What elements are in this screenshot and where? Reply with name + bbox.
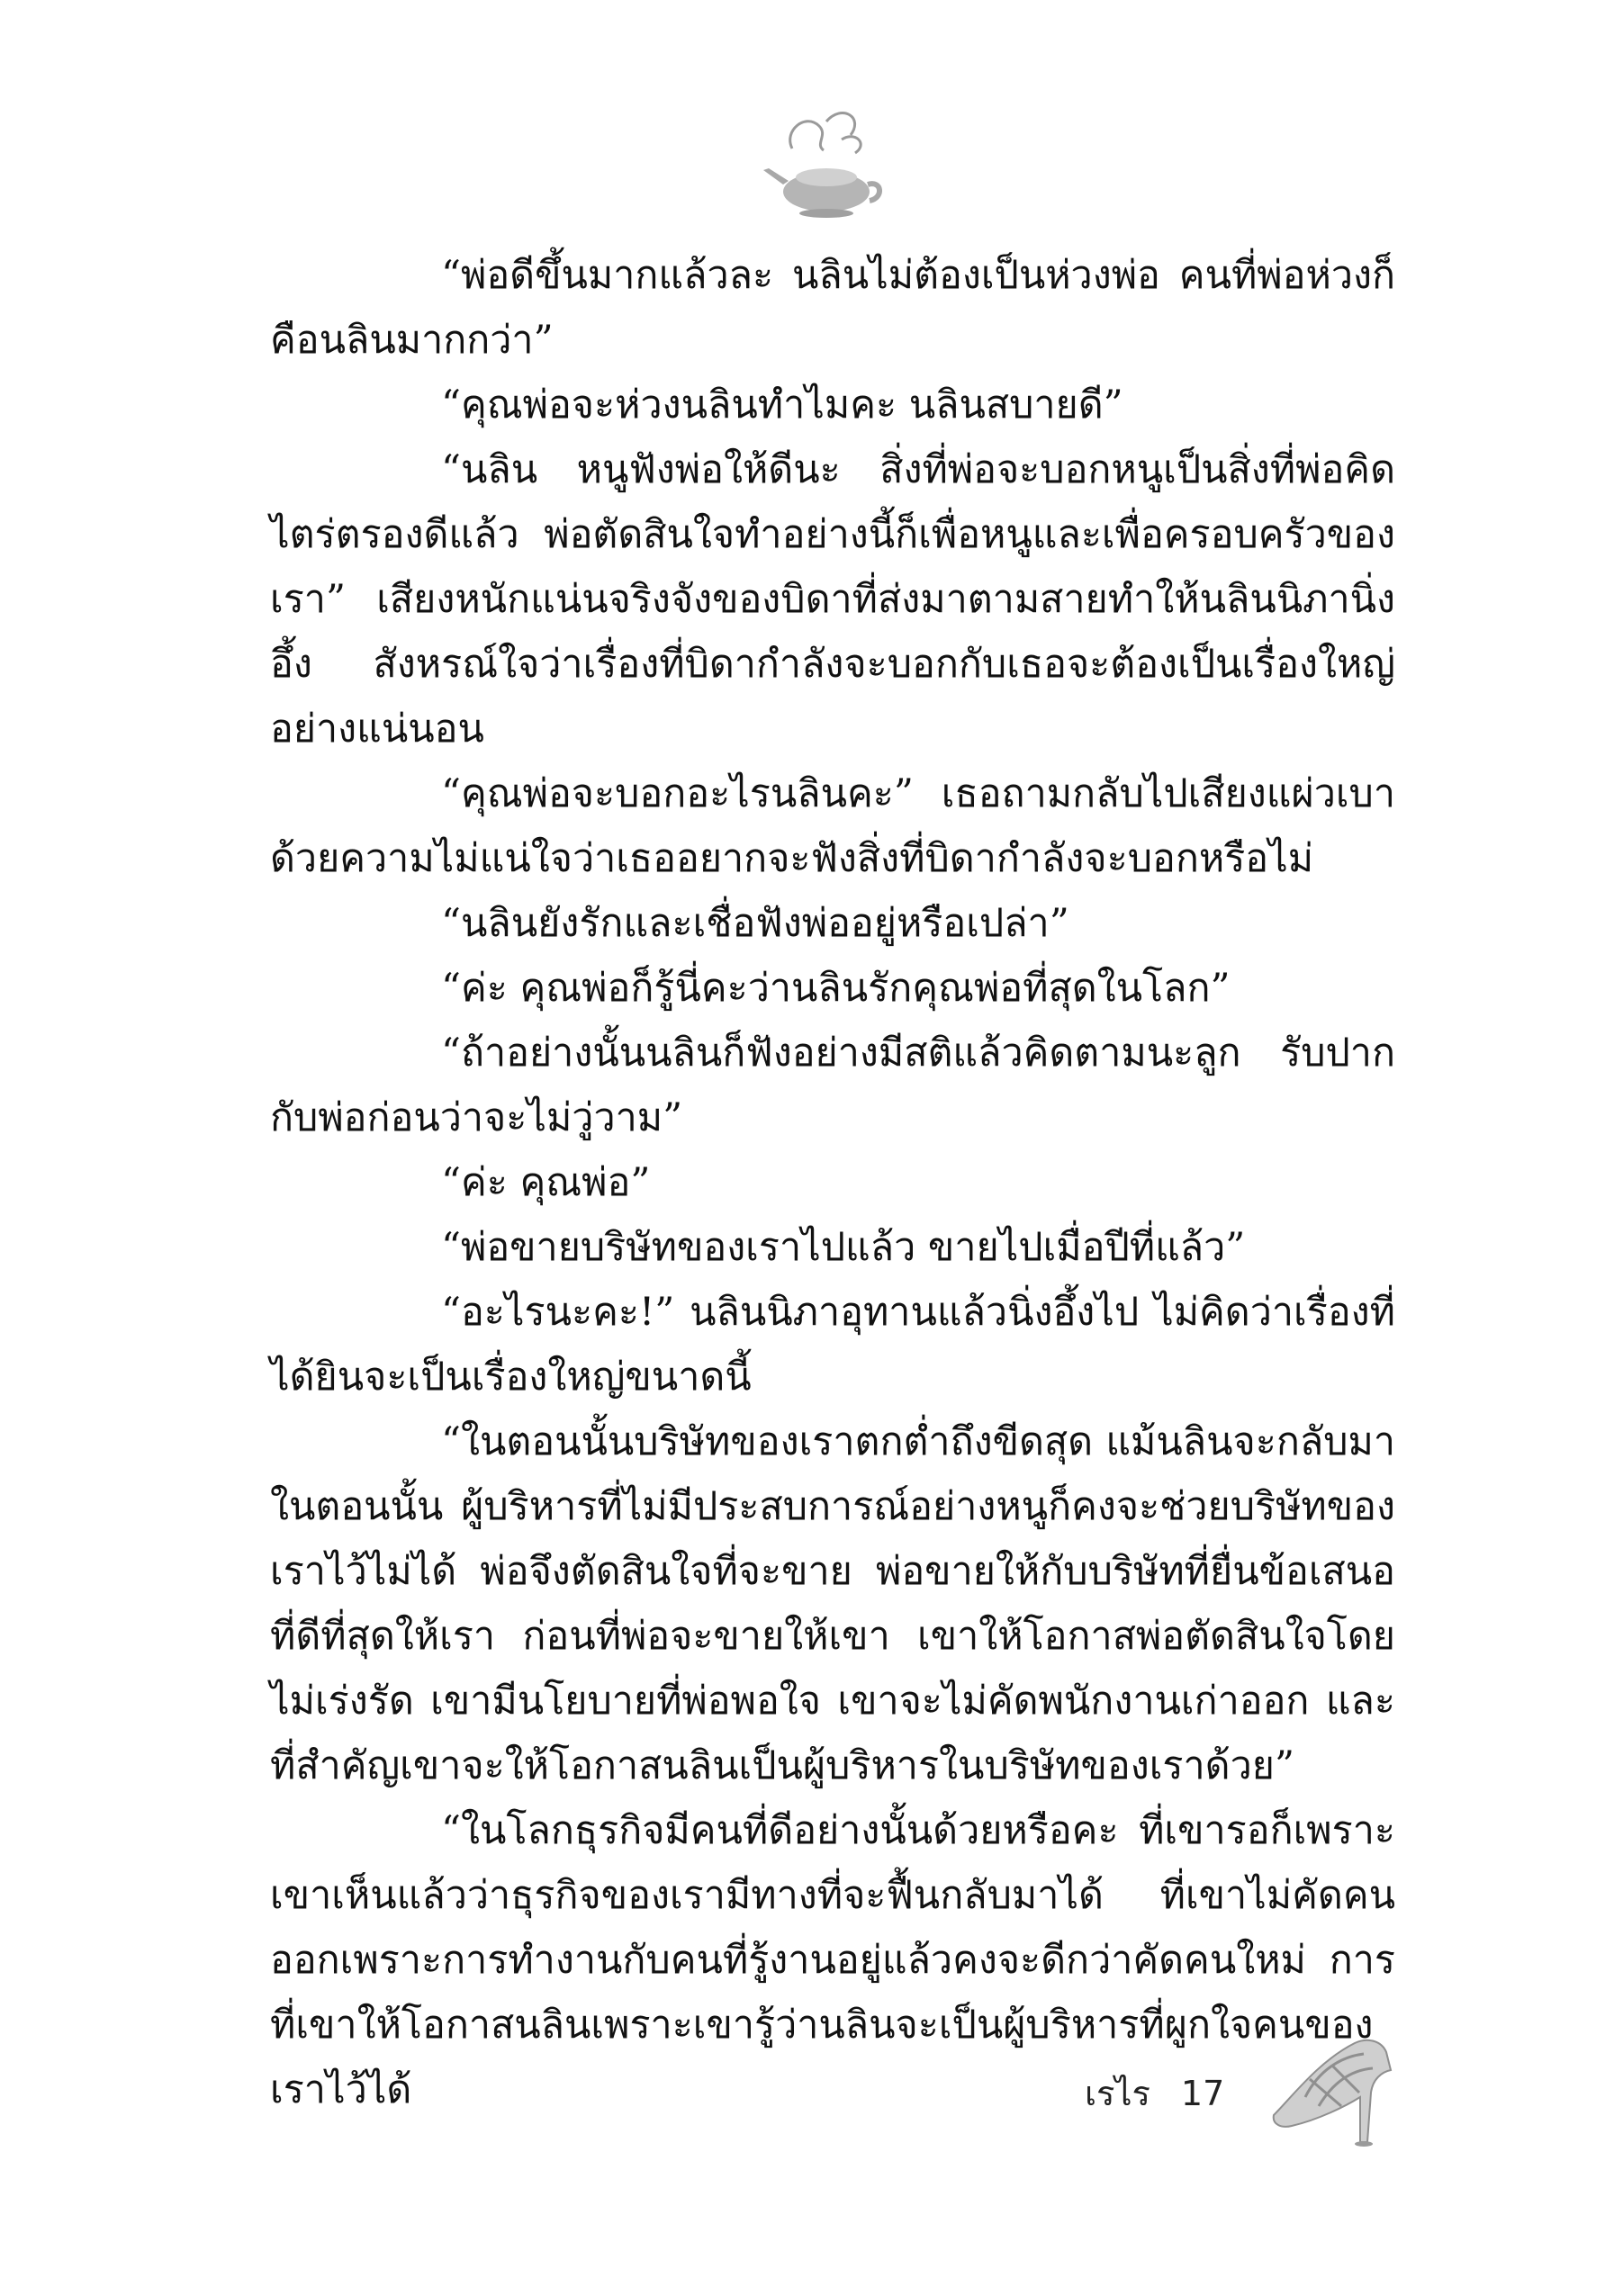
paragraph: “ในตอนนั้นบริษัทของเราตกต่ำถึงขีดสุด แม้นลินจะกลับมาในตอนนั้น ผู้บริหารที่ไม่มีประสบการณ์อย่างหนูก็คงจะช่วยบริษัทของเราไว้ไม่ได้ พ่อจึงตัดสินใจที่จะขาย พ่อขายให้กับบริษัทที่ยื่นข้อเสนอที่ดีที่สุดให้เรา ก่อนที่พ่อจะขายให้เขา เขาให้โอกาสพ่อตัดสินใจโดยไม่เร่งรัด เขามีนโยบายที่พ่อพอใจ เขาจะไม่คัดพนักงานเก่าออก และที่สำคัญเขาจะให้โอกาสนลินเป็นผู้บริหารในบริษัทของเราด้วย” xyxy=(270,1419,1395,1788)
paragraph: “พ่อขายบริษัทของเราไปแล้ว ขายไปเมื่อปีที่แล้ว” xyxy=(441,1225,1246,1270)
paragraph: “คุณพ่อจะบอกอะไรนลินคะ” เธอถามกลับไปเสียงแผ่วเบาด้วยความไม่แน่ใจว่าเธออยากจะฟังสิ่งที่บิดากำลังจะบอกหรือไม่ xyxy=(270,771,1395,881)
book-title: เรไร xyxy=(1085,2074,1150,2113)
high-heel-shoe-icon xyxy=(1256,2007,1409,2160)
page-number: 17 xyxy=(1180,2074,1225,2113)
body-text xyxy=(270,243,1395,2122)
paragraph: “นลินยังรักและเชื่อฟังพ่ออยู่หรือเปล่า” xyxy=(441,901,1069,946)
page-footer xyxy=(1085,2066,1224,2120)
paragraph: “คุณพ่อจะห่วงนลินทำไมคะ นลินสบายดี” xyxy=(441,383,1123,428)
paragraph: “ค่ะ คุณพ่อ” xyxy=(441,1160,651,1205)
paragraph: “ในโลกธุรกิจมีคนที่ดีอย่างนั้นด้วยหรือคะ ที่เขารอก็เพราะเขาเห็นแล้วว่าธุรกิจของเรามีทางที่จะฟื้นกลับมาได้ ที่เขาไม่คัดคนออกเพราะการทำงานกับคนที่รู้งานอยู่แล้วคงจะดีกว่าคัดคนใหม่ การที่เขาให้โอกาสนลินเพราะเขารู้ว่านลินจะเป็นผู้บริหารที่ผูกใจคนของเราไว้ได้ xyxy=(270,1808,1395,2112)
teapot-ornament-icon xyxy=(756,95,891,230)
paragraph: “ค่ะ คุณพ่อก็รู้นี่คะว่านลินรักคุณพ่อที่สุดในโลก” xyxy=(441,966,1231,1011)
paragraph: “อะไรนะคะ!” นลินนิภาอุทานแล้วนิ่งอึ้งไป ไม่คิดว่าเรื่องที่ได้ยินจะเป็นเรื่องใหญ่ขนาดนี้ xyxy=(270,1290,1395,1400)
paragraph: “นลิน หนูฟังพ่อให้ดีนะ สิ่งที่พ่อจะบอกหนูเป็นสิ่งที่พ่อคิดไตร่ตรองดีแล้ว พ่อตัดสินใจทำอย่างนี้ก็เพื่อหนูและเพื่อครอบครัวของเรา” เสียงหนักแน่นจริงจังของบิดาที่ส่งมาตามสายทำให้นลินนิภานิ่งอึ้ง สังหรณ์ใจว่าเรื่องที่บิดากำลังจะบอกกับเธอจะต้องเป็นเรื่องใหญ่อย่างแน่นอน xyxy=(270,447,1395,752)
paragraph: “พ่อดีขึ้นมากแล้วละ นลินไม่ต้องเป็นห่วงพ่อ คนที่พ่อห่วงก็คือนลินมากกว่า” xyxy=(270,253,1395,363)
paragraph: “ถ้าอย่างนั้นนลินก็ฟังอย่างมีสติแล้วคิดตามนะลูก รับปากกับพ่อก่อนว่าจะไม่วู่วาม” xyxy=(270,1031,1395,1140)
